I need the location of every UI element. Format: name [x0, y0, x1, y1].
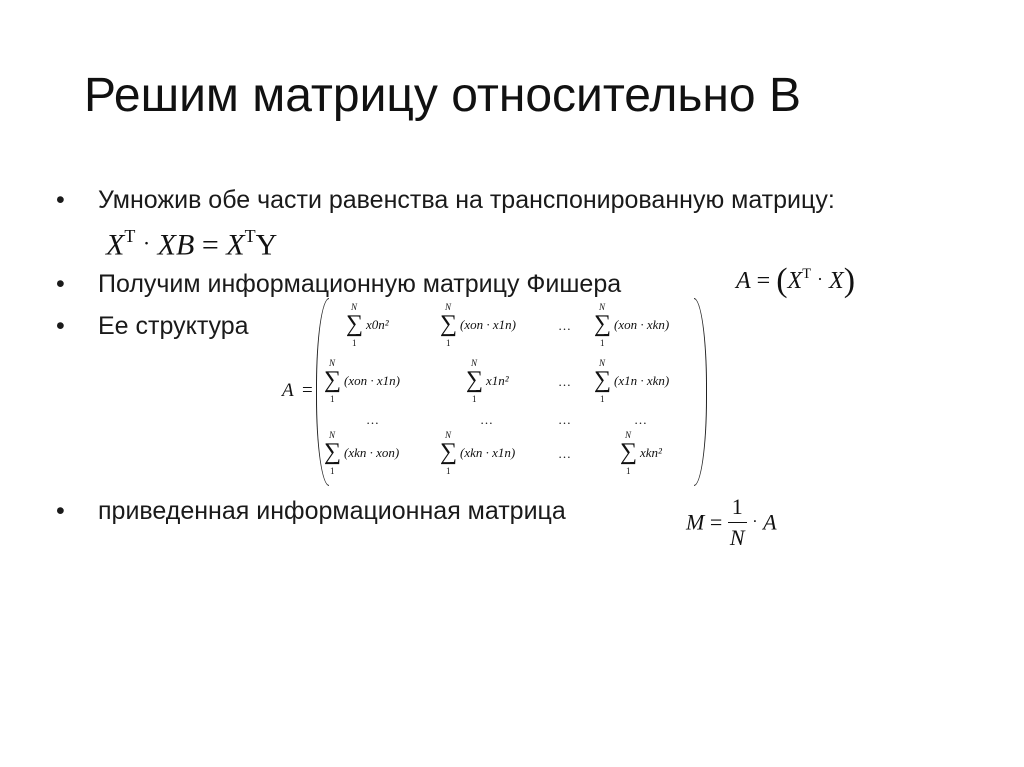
formula-sup-t: T: [244, 226, 256, 246]
matrix-cell: N ∑ 1 (xkn · x1n): [440, 430, 516, 476]
formula-var-x: X: [106, 228, 125, 262]
matrix-cell: …: [558, 412, 571, 427]
formula-var-a: A: [763, 509, 777, 535]
bullet-text: Ее структура: [98, 312, 249, 340]
matrix-cell: …: [558, 374, 571, 389]
matrix-cell: N ∑ 1 (x1n · xkn): [594, 358, 670, 404]
formula-eq: =: [201, 228, 219, 262]
sum-symbol: N ∑ 1: [440, 302, 458, 348]
slide-title: Решим матрицу относительно В: [84, 69, 801, 122]
matrix-label: A: [282, 380, 294, 401]
formula-fraction: [728, 494, 747, 551]
formula-dot: ·: [817, 269, 824, 289]
matrix-cell: …: [558, 318, 571, 333]
bullet-text: приведенная информационная матрица: [98, 497, 566, 525]
matrix-cell: N ∑ 1 (xkn · xon): [324, 430, 400, 476]
formula-dot: ·: [752, 513, 758, 531]
formula-var-a: A: [736, 268, 751, 294]
bullet-item-structure: [56, 312, 249, 341]
matrix-cell: …: [366, 412, 379, 427]
formula-var-x: X: [829, 268, 844, 294]
fisher-matrix-structure: [282, 298, 712, 486]
formula-dot: ·: [142, 230, 151, 256]
matrix-right-paren: [694, 298, 707, 486]
matrix-eq: =: [302, 380, 313, 401]
sum-symbol: N ∑ 1: [594, 358, 612, 404]
formula-sup-t: T: [802, 265, 812, 282]
matrix-cell: N ∑ 1 xkn²: [620, 430, 662, 476]
matrix-cell: N ∑ 1 (xon · x1n): [440, 302, 516, 348]
formula-var-x: X: [226, 228, 245, 262]
formula-var-y: Y: [255, 228, 278, 262]
fraction-numerator: 1: [728, 494, 747, 523]
bullet-item-multiply: [56, 186, 835, 215]
matrix-cell: …: [480, 412, 493, 427]
matrix-cell: …: [558, 446, 571, 461]
bullet-marker: •: [56, 186, 65, 214]
matrix-cell: N ∑ 1 x0n²: [346, 302, 389, 348]
formula-paren-open: (: [776, 262, 788, 299]
matrix-cell: N ∑ 1 x1n²: [466, 358, 509, 404]
formula-sup-t: T: [124, 226, 136, 246]
matrix-cell: N ∑ 1 (xon · x1n): [324, 358, 400, 404]
formula-fisher-matrix: [736, 262, 855, 300]
formula-reduced-matrix: [686, 494, 777, 551]
sum-symbol: N ∑ 1: [466, 358, 484, 404]
matrix-cell: …: [634, 412, 647, 427]
sum-symbol: N ∑ 1: [620, 430, 638, 476]
bullet-text: Получим информационную матрицу Фишера: [98, 270, 622, 298]
formula-eq: =: [709, 509, 723, 535]
bullet-item-reduced: [56, 497, 566, 526]
formula-eq: =: [756, 268, 771, 294]
formula-var-x: X: [787, 268, 803, 294]
fraction-denominator: N: [729, 525, 745, 550]
sum-symbol: N ∑ 1: [440, 430, 458, 476]
bullet-item-fisher: [56, 270, 621, 299]
sum-symbol: N ∑ 1: [324, 358, 342, 404]
bullet-text: Умножив обе части равенства на транспонированную матрицу:: [98, 186, 835, 214]
formula-normal-equation: [106, 226, 277, 263]
formula-var-xb: XB: [157, 228, 195, 262]
sum-symbol: N ∑ 1: [346, 302, 364, 348]
sum-symbol: N ∑ 1: [324, 430, 342, 476]
bullet-marker: •: [56, 270, 65, 298]
formula-paren-close: ): [843, 262, 856, 299]
matrix-cell: N ∑ 1 (xon · xkn): [594, 302, 670, 348]
sum-symbol: N ∑ 1: [594, 302, 612, 348]
bullet-marker: •: [56, 312, 65, 340]
formula-var-m: M: [686, 509, 705, 535]
bullet-marker: •: [56, 497, 65, 525]
